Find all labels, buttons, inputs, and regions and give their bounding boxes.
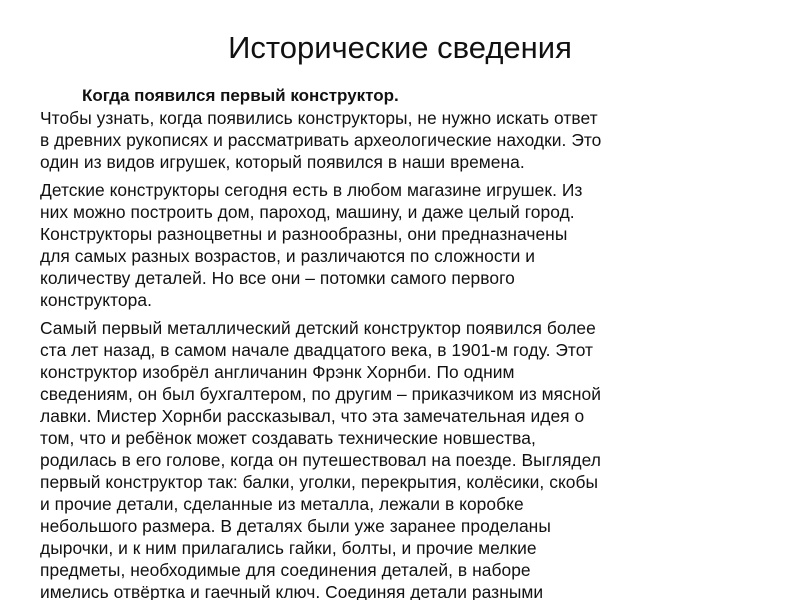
slide-subtitle: Когда появился первый конструктор.	[82, 86, 399, 105]
paragraph-first-metal-constructor: Самый первый металлический детский конструктор появился более ста лет назад, в самом начале двадцатого века, в 1901-м году. Этот конструктор изобрёл англичанин Фрэнк Хорнби. По одним сведениям, он был бухгалтером, по другим – приказчиком из мясной лавки. Мистер Хорнби рассказывал, что эта замечательная идея о том, что и ребёнок может создавать технические новшества, родилась в его голове, когда он путешествовал на поезде. Выглядел первый конструктор так: балки, уголки, перекрытия, колёсики, скобы и прочие детали, сделанные из металла, лежали в коробке небольшого размера. В деталях были уже заранее проделаны дырочки, и к ним прилагались гайки, болты, и прочие мелкие предметы, необходимые для соединения деталей, в наборе имелись отвёртка и гаечный ключ. Соединяя детали разными	[40, 318, 601, 600]
slide-title: Исторические сведения	[228, 30, 572, 65]
paragraph-modern-constructors: Детские конструкторы сегодня есть в любом магазине игрушек. Из них можно построить дом, пароход, машину, и даже целый город. Конструкторы разноцветны и разнообразны, они предназначены для самых разных возрастов, и различаются по сложности и количеству деталей. Но все они – потомки самого первого конструктора.	[40, 180, 583, 310]
slide-body	[40, 84, 752, 600]
paragraph-intro: Чтобы узнать, когда появились конструкторы, не нужно искать ответ в древних рукописях и рассматривать археологические находки. Это один из видов игрушек, который появился в наши времена.	[40, 108, 602, 172]
